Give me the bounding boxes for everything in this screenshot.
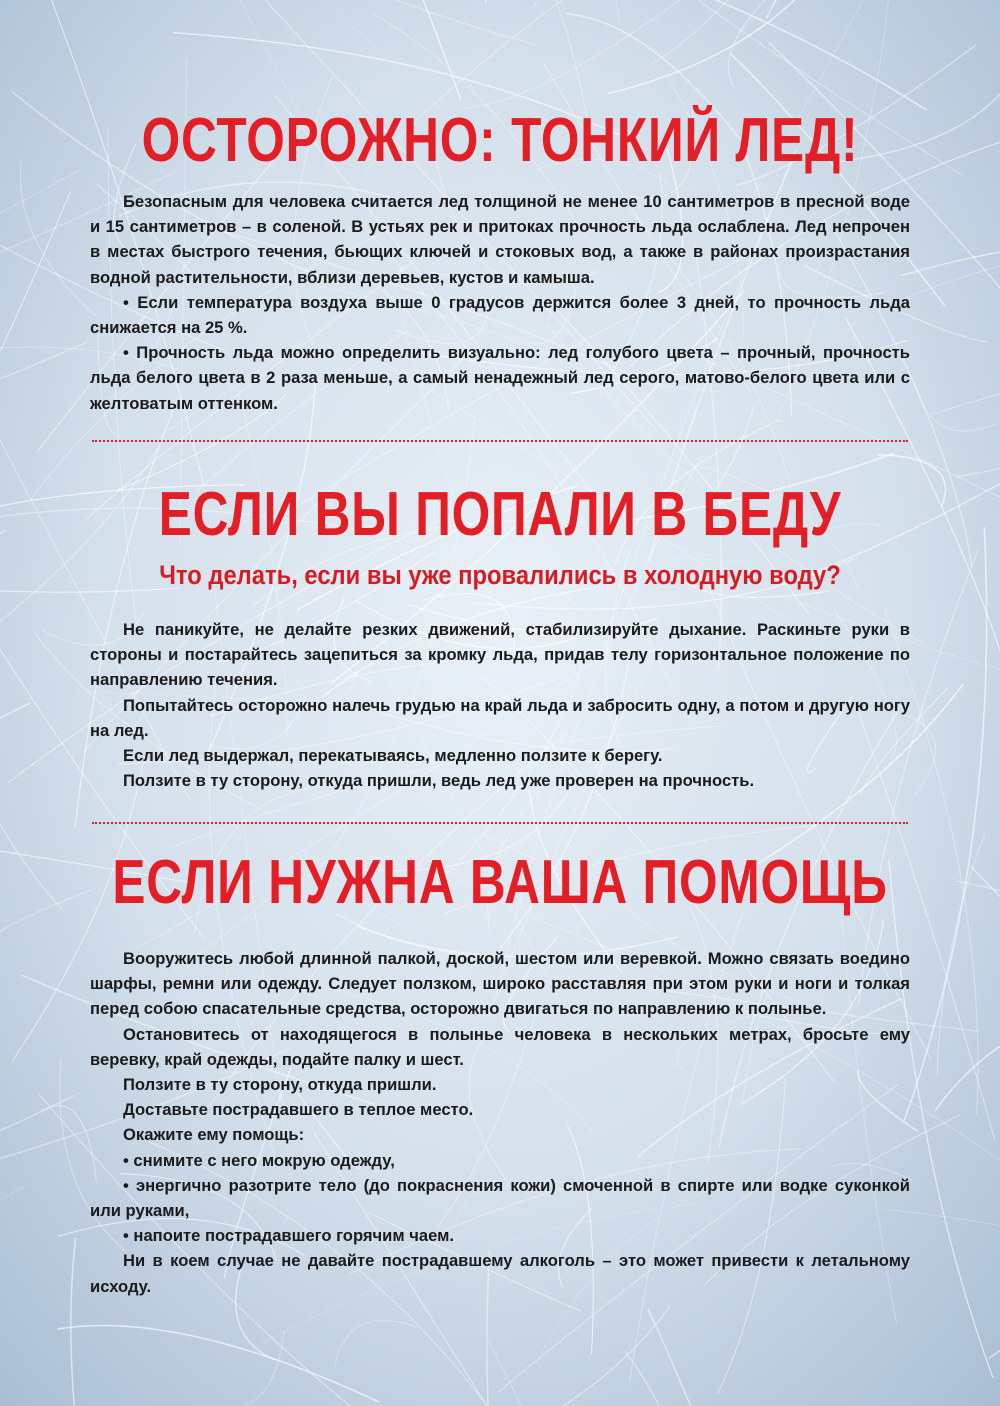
paragraph: • Прочность льда можно определить визуально: лед голубого цвета – прочный, прочность льда белого цвета в 2 раза меньше, а самый ненадежный лед серого, матово-белого цвета или с желтоватым оттенком. xyxy=(90,343,910,413)
paragraph: Ни в коем случае не давайте пострадавшему алкоголь – это может привести к летальному исходу. xyxy=(90,1251,910,1296)
section2-body xyxy=(90,617,910,793)
paragraph: Ползите в ту сторону, откуда пришли, ведь лед уже проверен на прочность. xyxy=(123,771,755,791)
section1-body xyxy=(90,189,910,416)
section3-title: ЕСЛИ НУЖНА ВАША ПОМОЩЬ xyxy=(112,848,888,917)
section2-title: ЕСЛИ ВЫ ПОПАЛИ В БЕДУ xyxy=(158,480,842,549)
list-item: • энергично разотрите тело (до покраснения кожи) смоченной в спирте или водке суконкой или руками, xyxy=(90,1175,910,1221)
list-item: • снимите с него мокрую одежду, xyxy=(123,1150,395,1170)
list-item: • напоите пострадавшего горячим чаем. xyxy=(123,1226,455,1246)
paragraph: Попытайтесь осторожно налечь грудью на край льда и забросить одну, а потом и другую ногу на лед. xyxy=(90,695,910,740)
section2-subtitle: Что делать, если вы уже провалились в холодную воду? xyxy=(159,560,841,590)
paragraph: Доставьте пострадавшего в теплое место. xyxy=(123,1100,474,1120)
paragraph: Если лед выдержал, перекатываясь, медленно ползите к берегу. xyxy=(123,746,663,766)
paragraph: • Если температура воздуха выше 0 градусов держится более 3 дней, то прочность льда снижается на 25 %. xyxy=(90,292,910,338)
paragraph: Остановитесь от находящегося в полынье человека в нескольких метрах, бросьте ему веревку, край одежды, подайте палку и шест. xyxy=(90,1024,910,1069)
paragraph: Безопасным для человека считается лед толщиной не менее 10 сантиметров в пресной воде и 15 сантиметров – в соленой. В устьях рек и притоках прочность льда ослаблена. Лед непрочен в местах быстрого течения, бьющих ключей и стоковых вод, а также в районах произрастания водной растительности, вблизи деревьев, кустов и камыша. xyxy=(90,192,910,287)
dotted-divider xyxy=(92,440,908,442)
paragraph: Окажите ему помощь: xyxy=(123,1125,305,1145)
section1-title: ОСТОРОЖНО: ТОНКИЙ ЛЕД! xyxy=(141,106,859,175)
paragraph: Ползите в ту сторону, откуда пришли. xyxy=(123,1075,437,1095)
dotted-divider xyxy=(92,822,908,824)
section3-body xyxy=(90,946,910,1299)
paragraph: Вооружитесь любой длинной палкой, доской, шестом или веревкой. Можно связать воедино шарфы, ремни или одежду. Следует ползком, широко расставляя при этом руки и ноги и толкая перед собою спасательные средства, осторожно двигаться по направлению к полынье. xyxy=(90,949,910,1019)
paragraph: Не паникуйте, не делайте резких движений, стабилизируйте дыхание. Раскиньте руки в стороны и постарайтесь зацепиться за кромку льда, придав телу горизонтальное положение по направлению течения. xyxy=(90,620,910,690)
